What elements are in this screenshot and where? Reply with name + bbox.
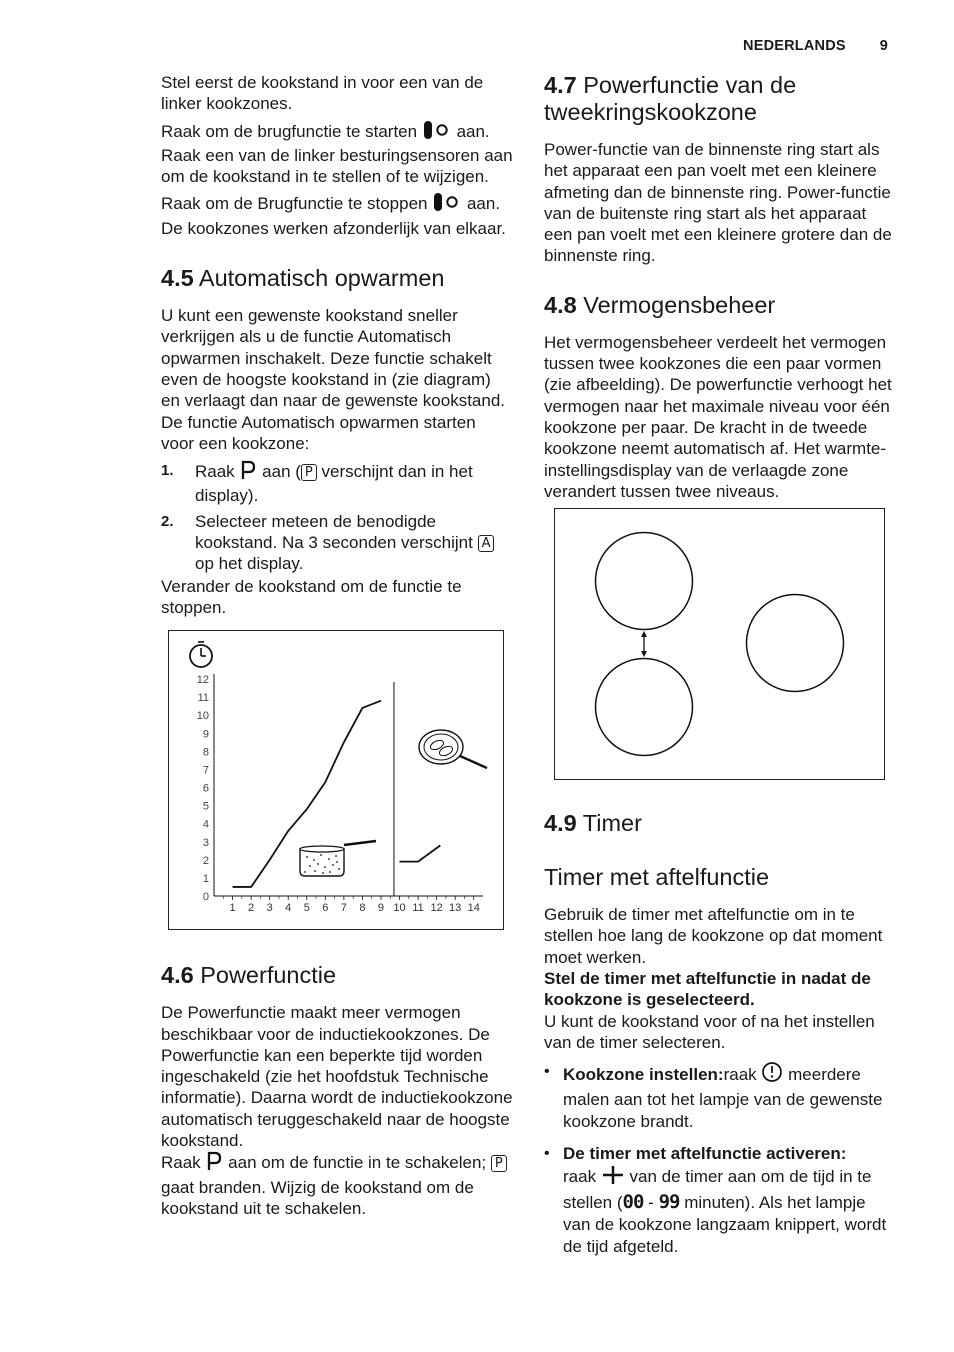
intro-paragraph-2: Raak om de brugfunctie te starten aan. Raak een van de linker besturingsensoren aan om de kookstand in te stellen of te wijzigen. (161, 121, 513, 187)
y-tick-label: 6 (202, 782, 209, 795)
auto-heat-chart (169, 631, 503, 929)
bridge-toggle-icon (422, 120, 452, 145)
s45-step-1: 1. Raak aan ( P verschijnt dan in het display). (161, 462, 473, 506)
power-management-diagram (554, 508, 885, 780)
section-4-6-heading: 4.6 Powerfunctie (161, 962, 337, 989)
intro-paragraph-3: Raak om de Brugfunctie te stoppen aan. De kookzones werken afzonderlijk van elkaar. (161, 194, 506, 238)
x-tick-label: 7 (340, 902, 347, 915)
x-tick-label: 5 (303, 902, 310, 915)
y-tick-label: 1 (202, 873, 209, 886)
frying-pan-illustration (419, 730, 487, 768)
s45-steps (161, 460, 513, 574)
y-tick-label: 2 (202, 855, 209, 868)
s49-paragraph-2: Stel de timer met aftelfunctie in nadat de kookzone is geselecteerd. (544, 969, 871, 1010)
cooking-zone-top-left (596, 533, 693, 630)
cooking-pot-illustration (300, 841, 376, 876)
pair-arrow-icon (641, 631, 647, 657)
section-4-5-heading: 4.5 Automatisch opwarmen (161, 265, 445, 292)
timer-subheading: Timer met aftelfunctie (544, 864, 770, 891)
left-column (161, 72, 513, 1219)
x-tick-label: 12 (430, 902, 443, 915)
x-tick-label: 10 (393, 902, 406, 915)
y-tick-label: 12 (196, 674, 209, 687)
timer-max-display: 99 (658, 1191, 680, 1214)
s46-paragraph-1: De Powerfunctie maakt meer vermogen beschikbaar voor de inductiekookzones. De Powerfunctie kan een beperkte tijd worden ingeschakeld (zie het hoofdstuk Technische informatie). Daarna wordt de inductiekookzone automatisch teruggeschakeld naar de hoogste kookstand. (161, 1003, 513, 1151)
x-tick-label: 2 (248, 902, 255, 915)
y-tick-label: 0 (202, 891, 209, 904)
y-tick-label: 4 (202, 818, 209, 831)
plus-icon (601, 1165, 625, 1191)
intro-paragraph-1: Stel eerst de kookstand in voor een van de linker kookzones. (161, 73, 484, 114)
series-line-2 (400, 846, 441, 862)
section-4-8-heading: 4.8 Vermogensbeheer (544, 291, 776, 318)
y-tick-label: 3 (202, 836, 209, 849)
timer-clock-icon (761, 1061, 783, 1089)
y-tick-label: 9 (202, 728, 209, 741)
cooking-zone-right (747, 595, 844, 692)
s45-paragraph-2: De functie Automatisch opwarmen starten voor een kookzone: (161, 412, 476, 453)
timer-bullets (544, 1061, 896, 1258)
y-tick-label: 7 (202, 764, 209, 777)
right-column (544, 72, 896, 1268)
y-tick-label: 11 (197, 692, 209, 705)
s47-paragraph-1: Power-functie van de binnenste ring start als het apparaat een pan voelt met een kleinere afmeting dan de binnenste ring. Power-functie van de buitenste ring start als het apparaat een pan voelt met een kleinere grotere dan de binnenste ring. (544, 140, 892, 266)
page-header (743, 38, 888, 54)
x-tick-label: 11 (412, 902, 424, 915)
x-tick-label: 8 (359, 902, 366, 915)
x-tick-label: 14 (467, 902, 480, 915)
timer-min-display: 00 (622, 1191, 644, 1214)
s45-paragraph-3: Verander de kookstand om de functie te stoppen. (161, 576, 462, 617)
s48-paragraph-1: Het vermogensbeheer verdeelt het vermogen tussen twee kookzones die een paar vormen (zie afbeelding). De powerfunctie verhoogt het vermogen naar het maximale niveau voor één kookzone per paar. De kracht in de tweede kookzone neemt automatisch af. Het warmte-instellingsdisplay van de verlaagde zone verandert tussen twee niveaus. (544, 332, 892, 501)
display-p-symbol: P (301, 464, 317, 481)
x-tick-label: 13 (449, 902, 462, 915)
section-4-9-heading: 4.9 Timer (544, 810, 642, 837)
clock-icon (190, 642, 212, 667)
x-tick-label: 6 (322, 902, 329, 915)
x-tick-label: 1 (229, 902, 236, 915)
x-tick-label: 4 (285, 902, 292, 915)
auto-heat-diagram (168, 630, 504, 930)
page-number: 9 (879, 38, 888, 54)
section-4-7-heading: 4.7 Powerfunctie van de tweekringskookzone (544, 72, 797, 125)
s49-paragraph-3: U kunt de kookstand voor of na het instellen van de timer selecteren. (544, 1011, 875, 1052)
s45-paragraph-1: U kunt een gewenste kookstand sneller verkrijgen als u de functie Automatisch opwarmen inschakelt. Deze functie schakelt even de hoogste kookstand in (zie diagram) en verlaagt dan naar de gewenste kookstand. (161, 306, 506, 411)
y-tick-label: 10 (196, 710, 209, 723)
s49-paragraph-1: Gebruik de timer met aftelfunctie om in te stellen hoe lang de kookzone op dat moment moet werken. (544, 905, 883, 967)
bullet-kookzone-instellen: • Kookzone instellen:raak meerdere malen aan tot het lampje van de gewenste kookzone brandt. (544, 1063, 883, 1132)
x-tick-label: 9 (377, 902, 385, 915)
header-language: NEDERLANDS (743, 38, 846, 54)
display-a-symbol: A (478, 535, 495, 552)
cooking-zone-bottom-left (596, 659, 693, 756)
y-tick-label: 5 (202, 800, 209, 813)
s45-step-2: 2. Selecteer meteen de benodigde kookstand. Na 3 seconden verschijnt A op het display. (161, 511, 513, 575)
power-p-icon (205, 1151, 223, 1176)
x-tick-label: 3 (266, 902, 273, 915)
display-p-symbol: P (491, 1155, 507, 1172)
bridge-toggle-icon (432, 192, 462, 217)
power-p-icon (239, 460, 257, 485)
y-tick-label: 8 (202, 746, 209, 759)
bullet-timer-activeren: • De timer met aftelfunctie activeren: raak van de timer aan om de tijd in te stellen (00 - 99 minuten). Als het lampje van de kookzone langzaam knippert, wordt de tijd afgeteld. (544, 1144, 887, 1257)
s46-paragraph-2: Raak aan om de functie in te schakelen; P gaat branden. Wijzig de kookstand om de kookstand uit te schakelen. (161, 1151, 513, 1219)
